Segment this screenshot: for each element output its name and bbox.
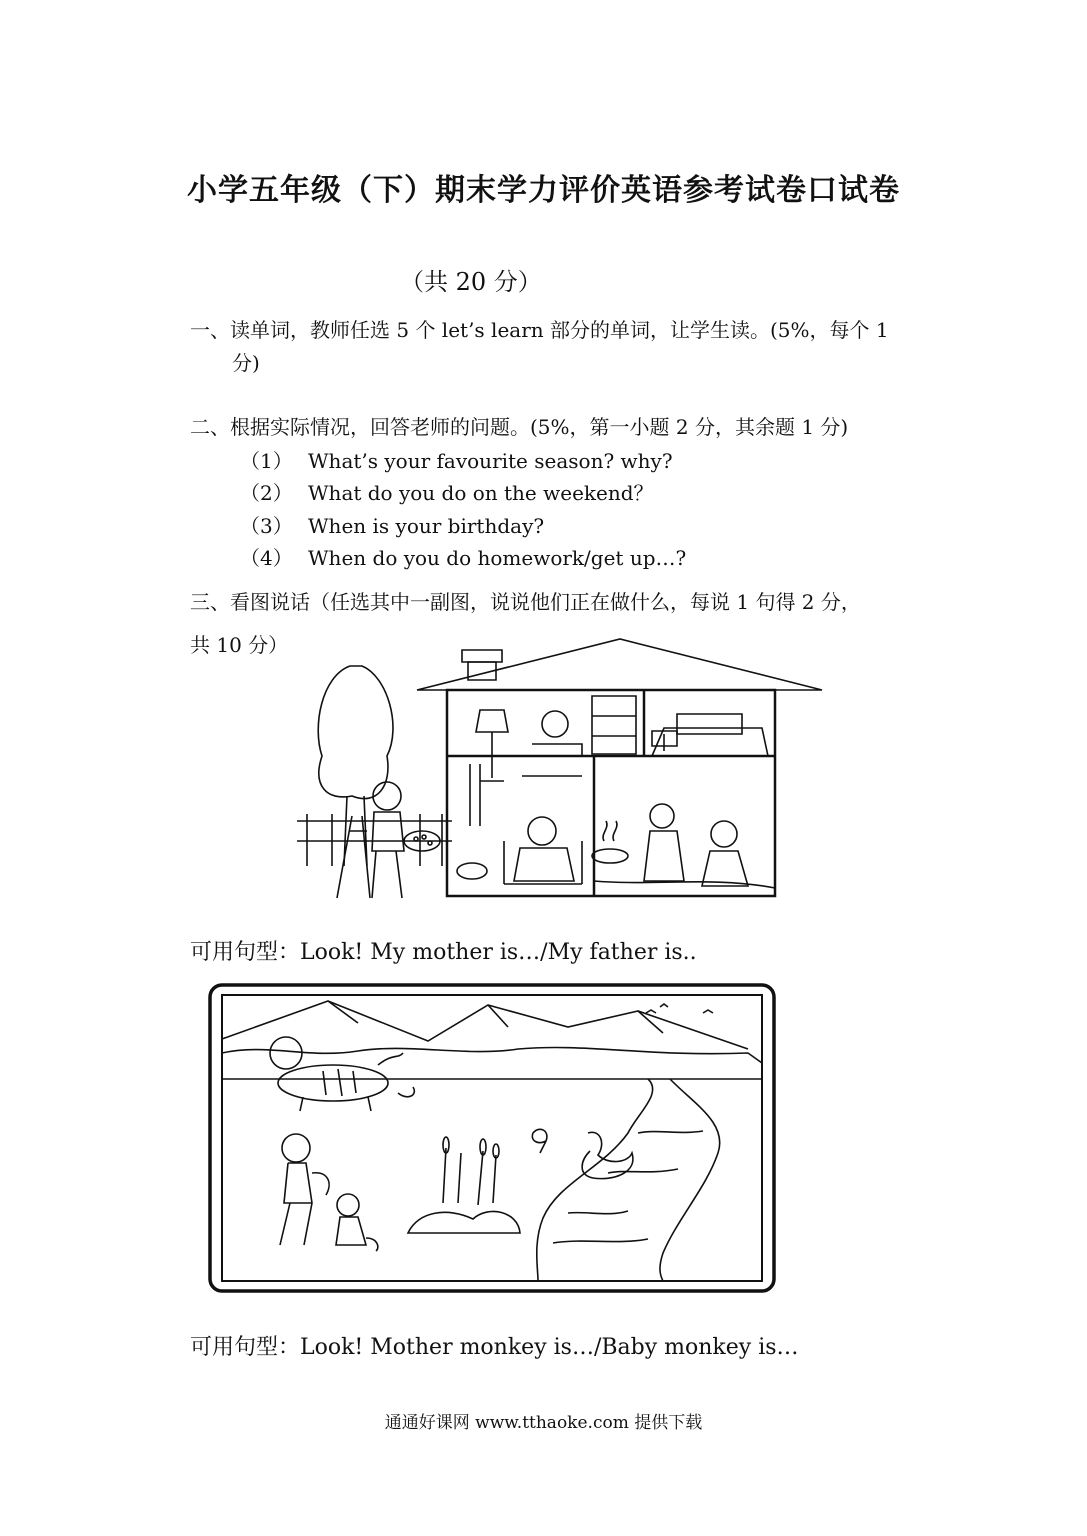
question-text: What do you do on the weekend？: [308, 481, 654, 505]
house-illustration: [292, 636, 837, 906]
total-score: （共 20 分）: [400, 268, 542, 296]
question-text: When is your birthday?: [308, 514, 545, 538]
sentence-pattern-1: 可用句型：Look! My mother is…/My father is..: [190, 940, 697, 965]
footer-source: 通通好课网 www.tthaoke.com 提供下载: [384, 1413, 703, 1433]
question-text: When do you do homework/get up…?: [308, 546, 687, 570]
sentence-pattern-2: 可用句型：Look! Mother monkey is…/Baby monkey is…: [190, 1335, 799, 1360]
question-item: [240, 511, 544, 541]
question-item: [240, 446, 673, 476]
section1-line2: 分): [232, 351, 260, 375]
landscape-illustration: [208, 983, 776, 1293]
section2-heading: 二、根据实际情况，回答老师的问题。(5%，第一小题 2 分，其余题 1 分): [190, 415, 849, 439]
question-number: （4）: [240, 546, 293, 570]
question-number: （2）: [240, 481, 293, 505]
section1-line1: 一、读单词，教师任选 5 个 let’s learn 部分的单词，让学生读。(5%，每个 1: [190, 318, 889, 342]
question-item: [240, 543, 686, 573]
page-title: 小学五年级（下）期末学力评价英语参考试卷口试卷: [187, 173, 900, 208]
section3-line1: 三、看图说话（任选其中一副图，说说他们正在做什么，每说 1 句得 2 分，: [190, 590, 861, 614]
question-item: [240, 478, 654, 508]
question-text: What’s your favourite season? why?: [308, 449, 673, 473]
question-number: （1）: [240, 449, 293, 473]
question-number: （3）: [240, 514, 293, 538]
section3-line2: 共 10 分）: [190, 633, 289, 657]
